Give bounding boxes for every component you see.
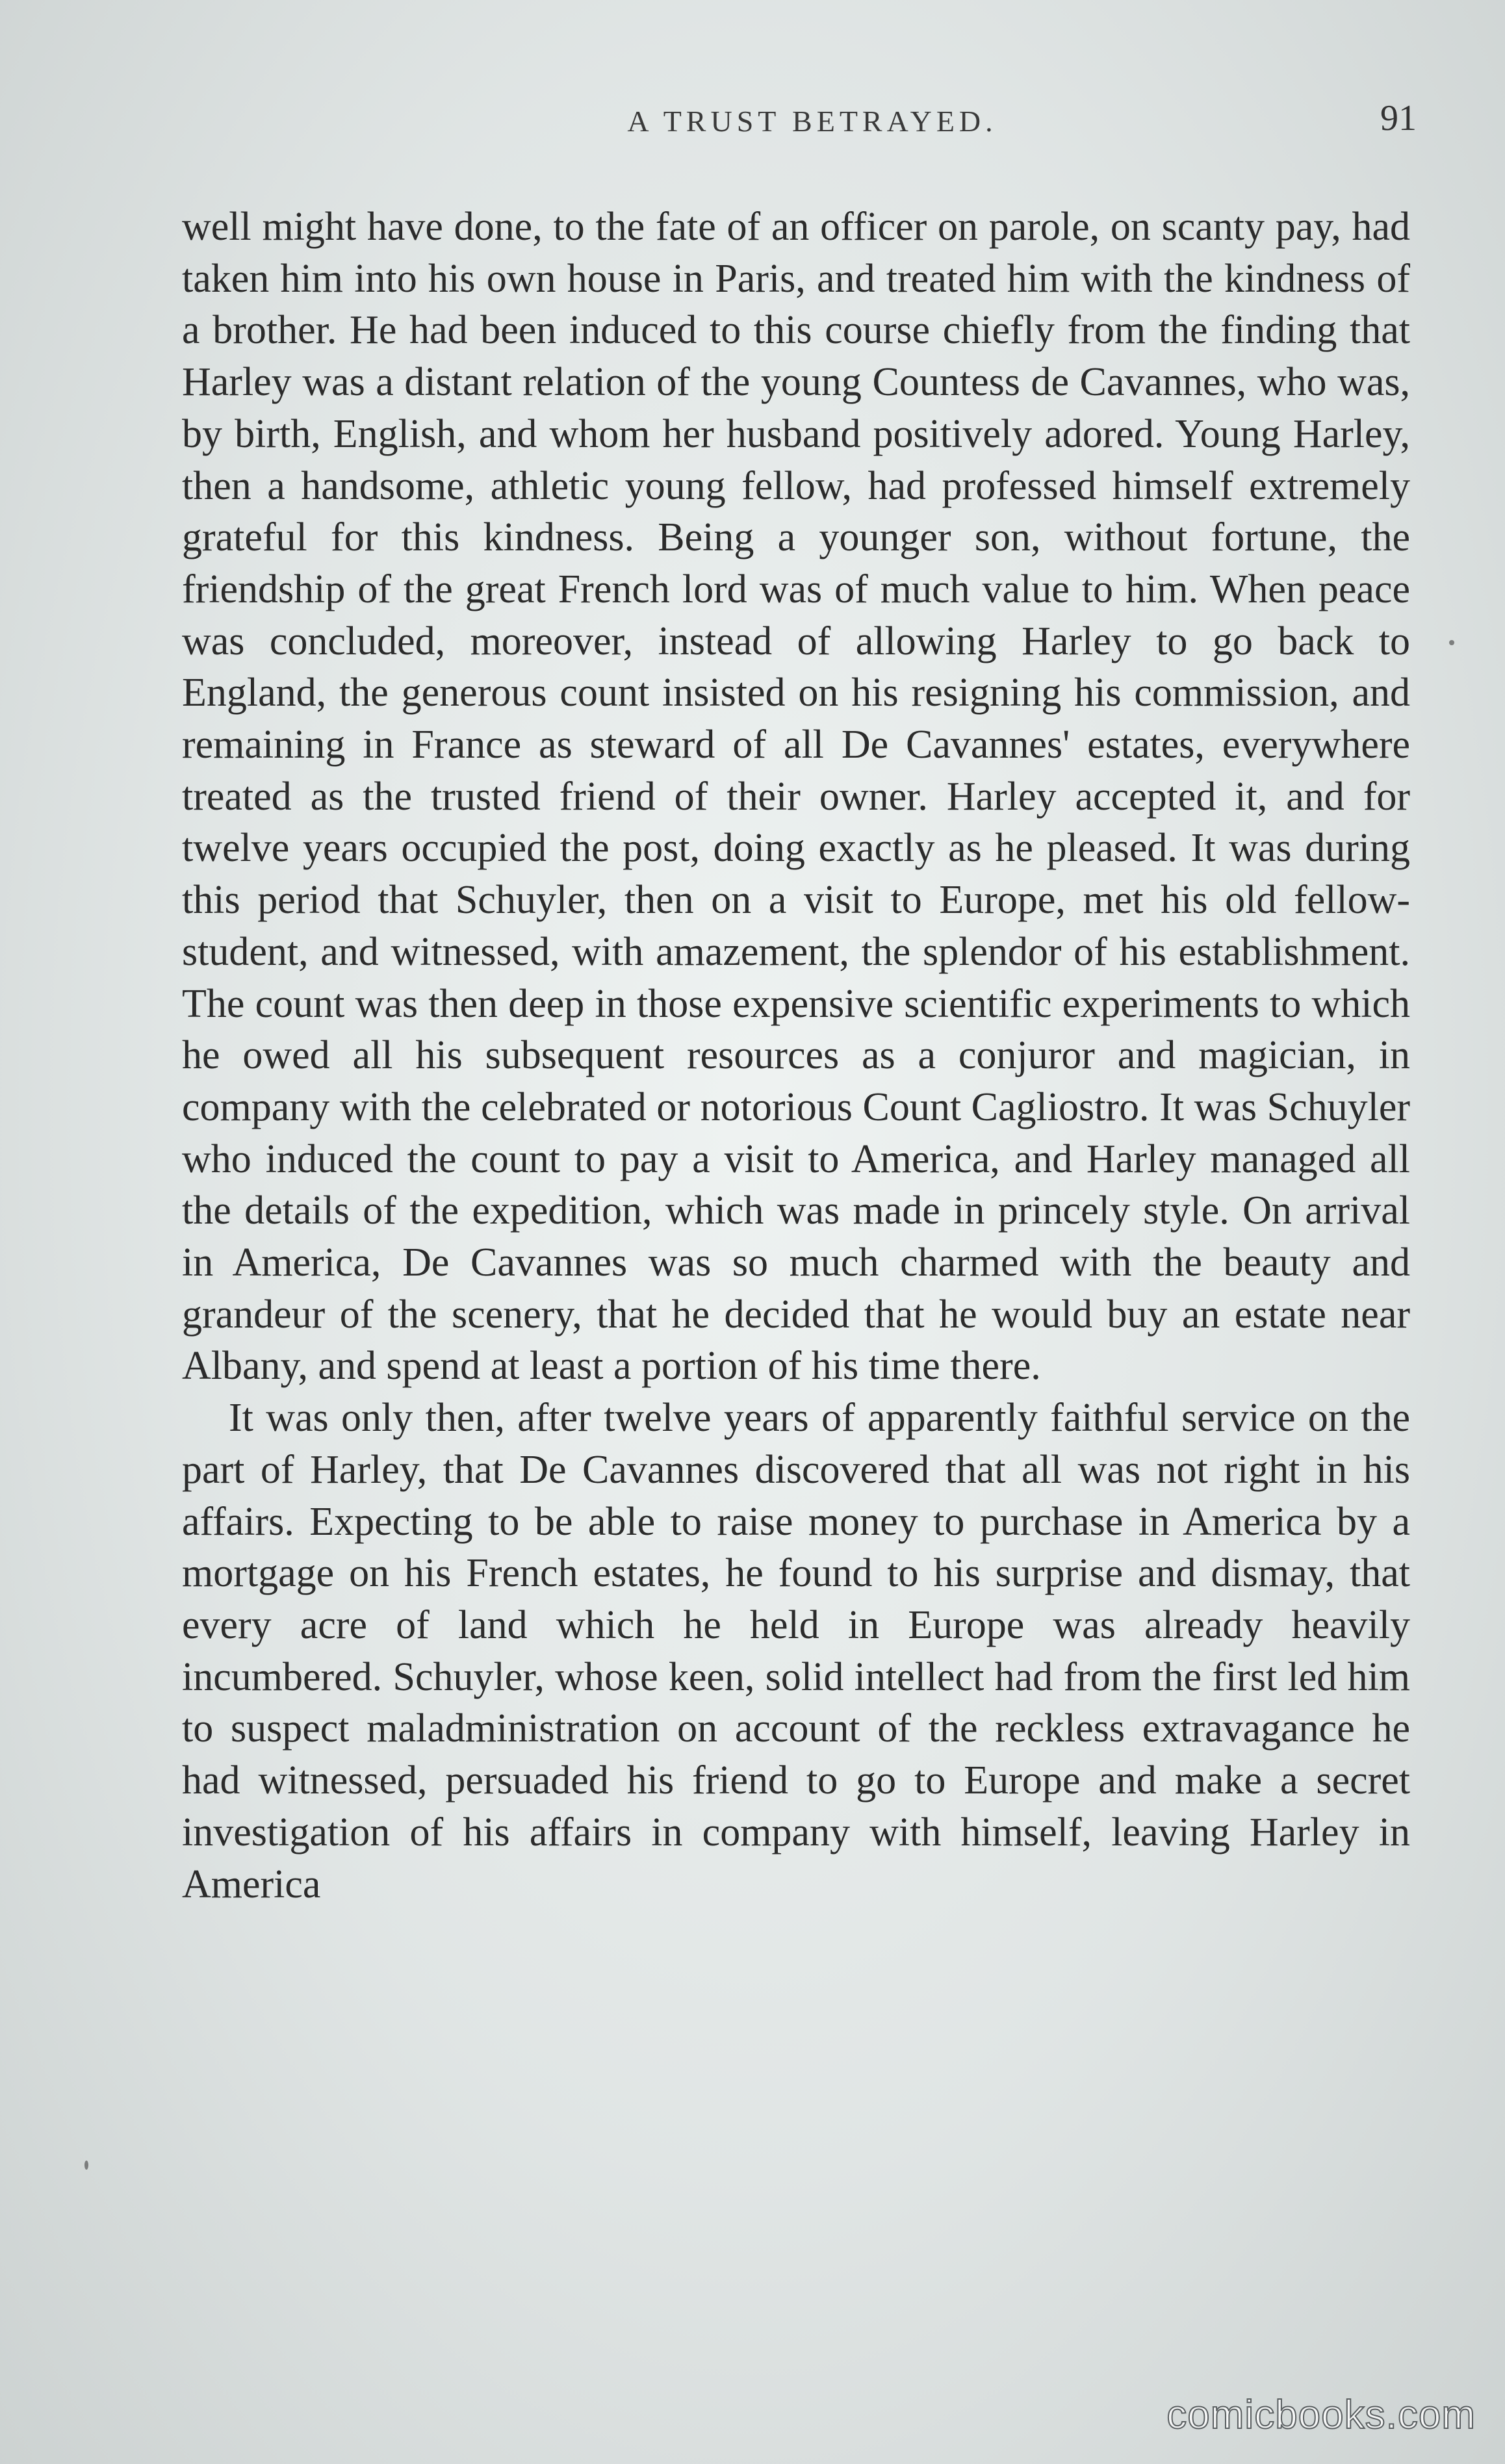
body-text [182,201,1410,1910]
running-head [182,97,1417,149]
running-title: A TRUST BETRAYED. [627,105,997,138]
print-speck [1449,640,1454,645]
page-number: 91 [1380,98,1417,138]
print-speck [84,2161,88,2170]
watermark: comicbooks.com [1166,2393,1476,2437]
paragraph-1: well might have done, to the fate of an officer on parole, on scanty pay, had taken him into his own house in Paris, and treated him with the kindness of a brother. He had been induced to this course chiefly from the finding that Harley was a distant relation of the young Countess de Cavannes, who was, by birth, English, and whom her husband positively adored. Young Harley, then a handsome, athletic young fellow, had professed himself extremely grateful for this kindness. Being a younger son, without fortune, the friendship of the great French lord was of much value to him. When peace was concluded, moreover, instead of allowing Harley to go back to England, the generous count insisted on his resigning his commission, and remaining in France as steward of all De Cavannes' estates, everywhere treated as the trusted friend of their owner. Harley accepted it, and for twelve years occupied the post, doing exactly as he pleased. It was during this period that Schuyler, then on a visit to Europe, met his old fellow-student, and witnessed, with amazement, the splendor of his establishment. The count was then deep in those expensive scientific experiments to which he owed all his subsequent resources as a conjuror and magician, in company with the celebrated or notorious Count Cagliostro. It was Schuyler who induced the count to pay a visit to America, and Harley managed all the details of the expedition, which was made in princely style. On arrival in America, De Cavannes was so much charmed with the beauty and grandeur of the scenery, that he decided that he would buy an estate near Albany, and spend at least a portion of his time there. [182,205,1410,1389]
paragraph-2: It was only then, after twelve years of apparently faithful service on the part of Harley, that De Cavannes discovered that all was not right in his affairs. Expecting to be able to raise money to purchase in America by a mortgage on his French estates, he found to his surprise and dismay, that every acre of land which he held in Europe was already heavily incumbered. Schuyler, whose keen, solid intellect had from the first led him to suspect maladministration on account of the reckless extravagance he had witnessed, persuaded his friend to go to Europe and make a secret investigation of his affairs in company with himself, leaving Harley in America [182,1396,1410,1906]
